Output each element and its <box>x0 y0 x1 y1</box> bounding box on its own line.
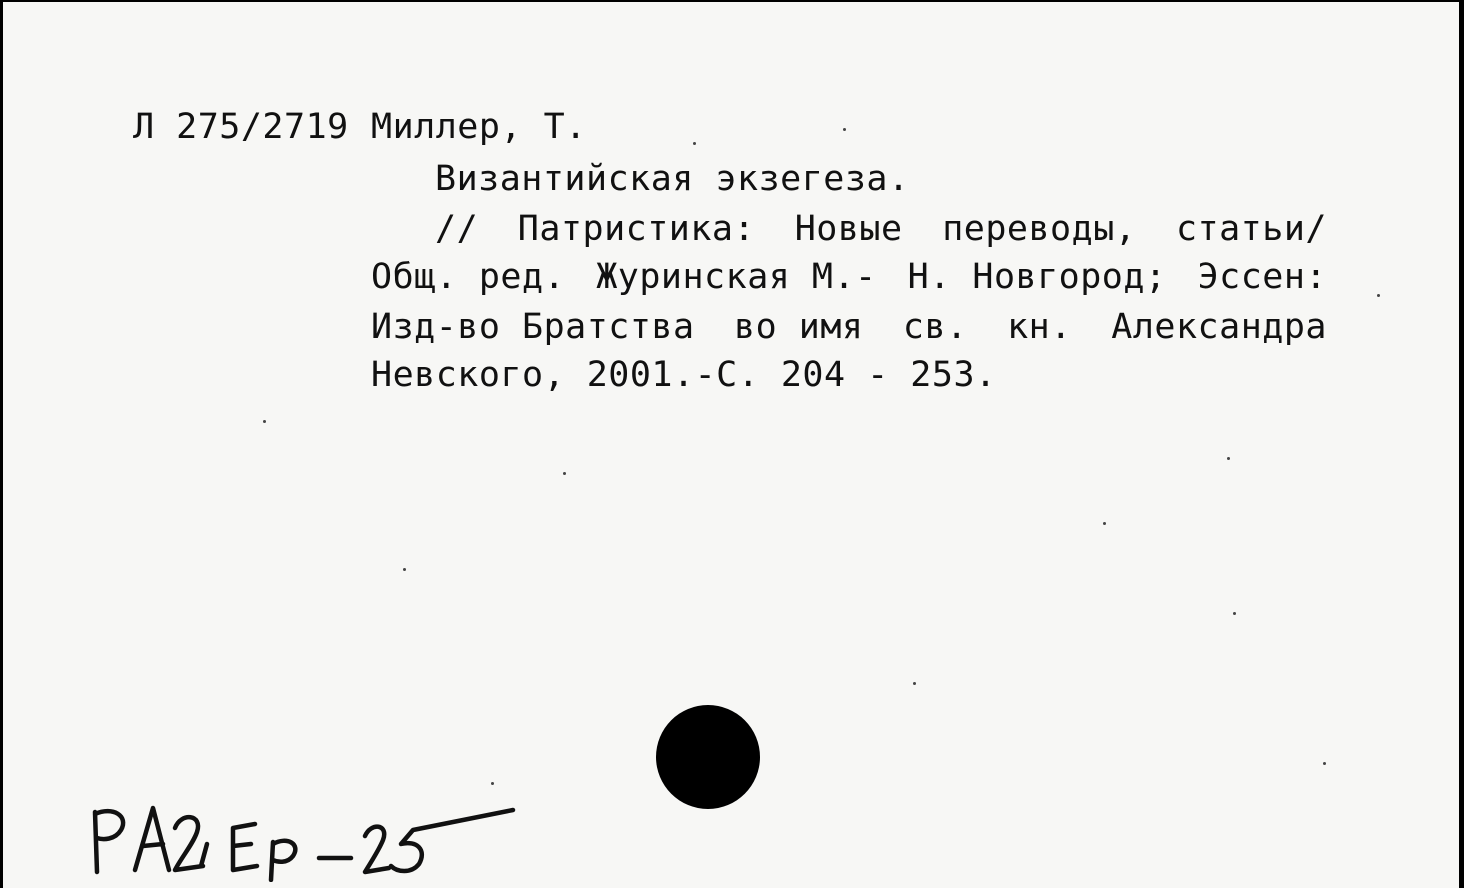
punch-hole <box>656 705 760 809</box>
description-word: Журинская М.- <box>596 257 877 297</box>
description-word: св. <box>902 307 968 347</box>
description-word: Новые <box>794 209 903 249</box>
call-number: Л 275/2719 <box>133 107 349 147</box>
description-word: Общ. ред. <box>371 257 566 297</box>
description-line-1 <box>435 209 1327 249</box>
description-word: во имя <box>734 307 864 347</box>
description-word: переводы, <box>942 209 1137 249</box>
work-title: Византийская экзегеза. <box>435 159 910 199</box>
description-word: Патристика: <box>517 209 756 249</box>
description-line-2 <box>371 257 1327 297</box>
handwritten-shelfmark-image <box>83 782 543 882</box>
description-word: Александра <box>1111 307 1327 347</box>
description-word: Эссен: <box>1197 257 1327 297</box>
author: Миллер, Т. <box>371 107 587 147</box>
description-word: // <box>435 209 479 249</box>
description-line-4 <box>371 355 1327 395</box>
description-word: Н. Новгород; <box>907 257 1167 297</box>
description-word: статьи/ <box>1175 209 1327 249</box>
description-word: кн. <box>1007 307 1072 347</box>
description-word: Изд-во Братства <box>371 307 695 347</box>
description-line-3 <box>371 307 1327 347</box>
description-word: Невского, 2001.-С. 204 - 253. <box>371 355 997 395</box>
